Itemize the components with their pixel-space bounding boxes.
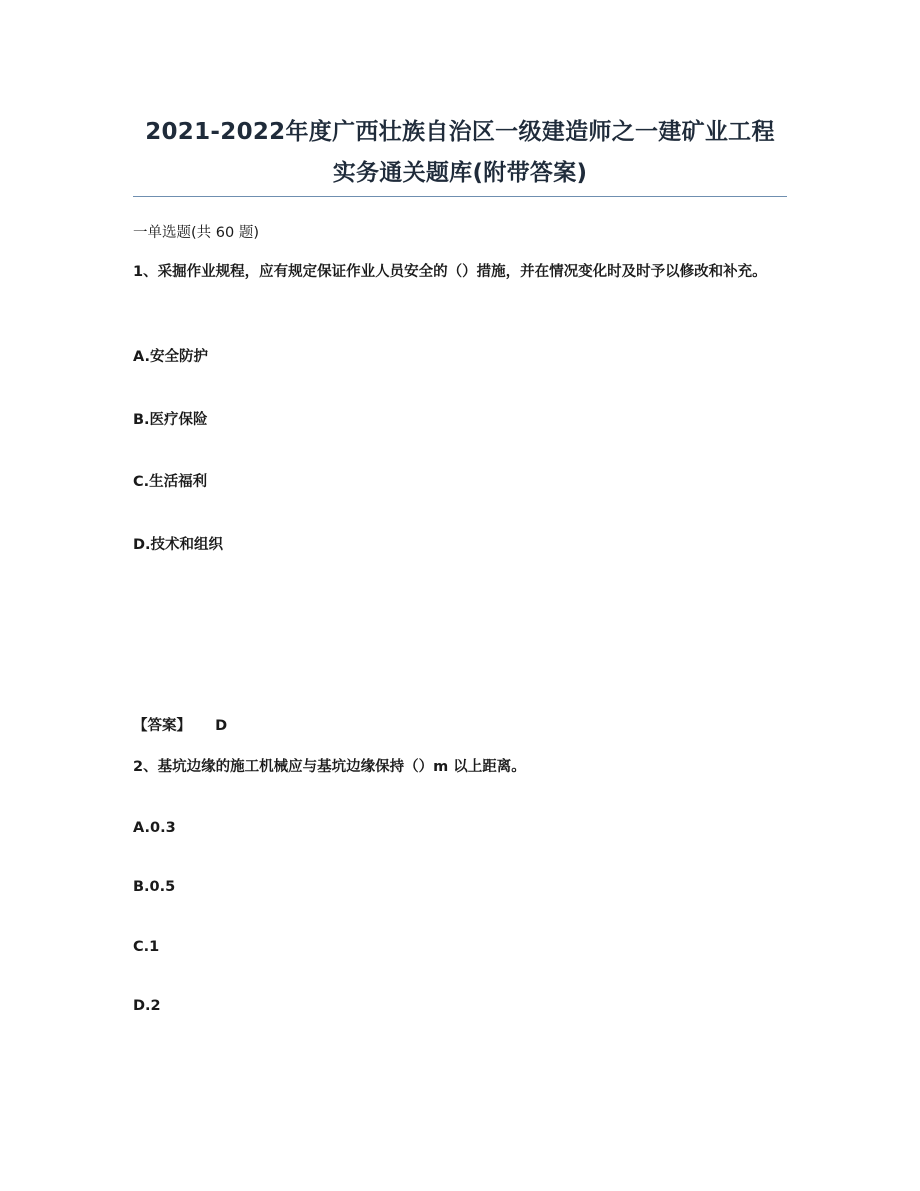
question-2-option-d: D.2 <box>133 998 161 1014</box>
question-1-option-b: B.医疗保险 <box>133 412 208 428</box>
answer-label: 【答案】 <box>133 718 191 734</box>
question-2-option-a: A.0.3 <box>133 820 176 836</box>
question-2-option-b: B.0.5 <box>133 879 176 895</box>
section-heading: 一单选题(共 60 题) <box>133 225 259 241</box>
question-2-stem: 2、基坑边缘的施工机械应与基坑边缘保持（）m 以上距离。 <box>133 759 526 775</box>
question-1-option-d: D.技术和组织 <box>133 537 224 553</box>
title-divider <box>133 196 787 197</box>
question-1-stem: 1、采掘作业规程，应有规定保证作业人员安全的（）措施，并在情况变化时及时予以修改和补充。 <box>133 264 767 280</box>
document-title-line-1: 2021-2022年度广西壮族自治区一级建造师之一建矿业工程 <box>145 119 775 145</box>
question-2-option-c: C.1 <box>133 939 160 955</box>
question-1-answer <box>133 715 227 737</box>
answer-value: D <box>215 718 228 734</box>
question-1-option-c: C.生活福利 <box>133 474 208 490</box>
document-title-line-2: 实务通关题库(附带答案) <box>332 160 588 186</box>
question-1-option-a: A.安全防护 <box>133 349 208 365</box>
